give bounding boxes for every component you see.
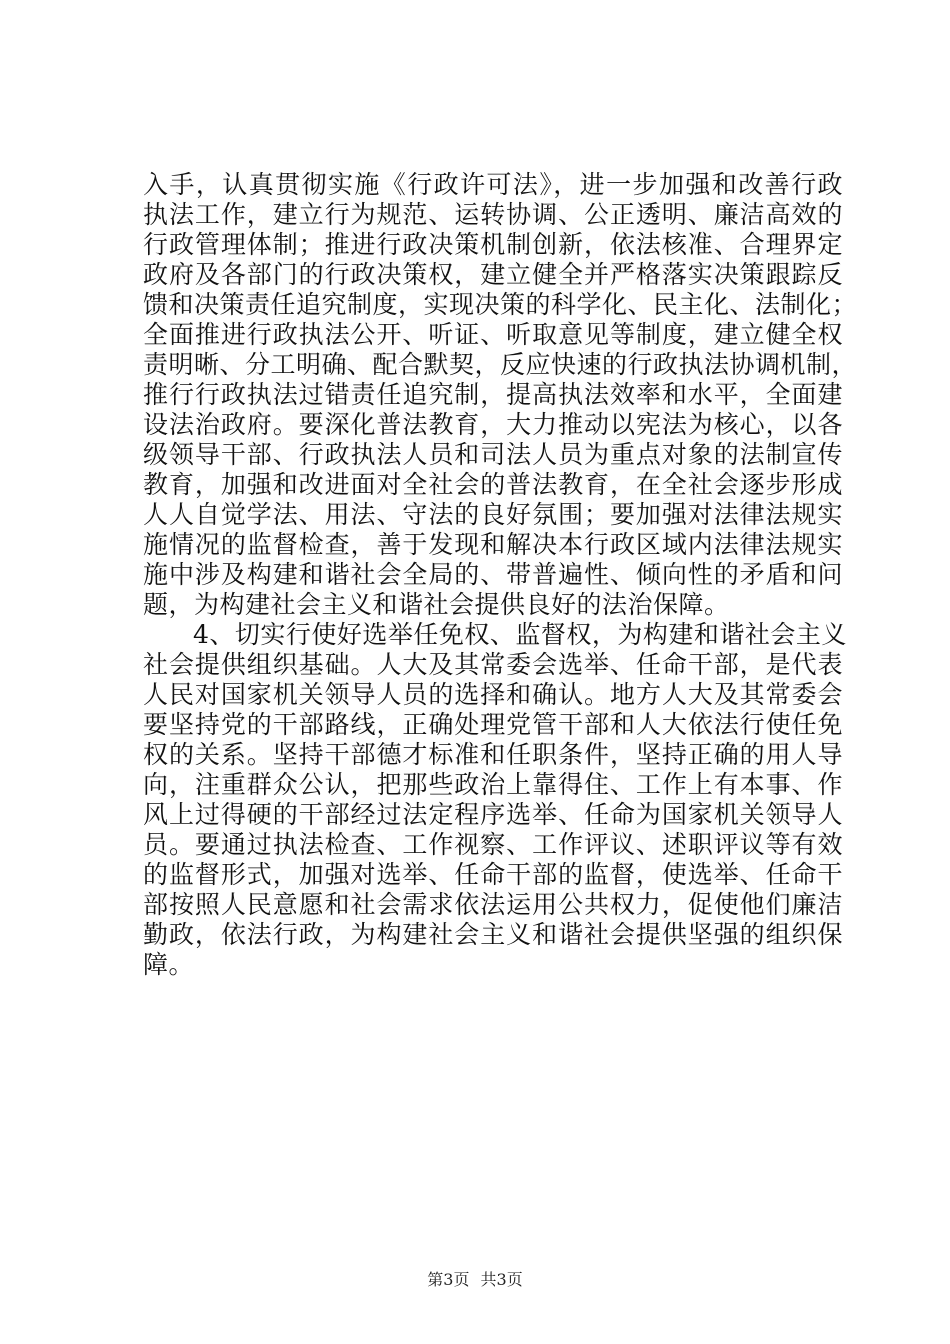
paragraph-start-line: 4、切实行使好选举任免权、监督权，为构建和谐社会主义 [193, 620, 847, 649]
text-line: 教育，加强和改进面对全社会的普法教育，在全社会逐步形成 [143, 470, 843, 499]
text-line: 政府及各部门的行政决策权，建立健全并严格落实决策跟踪反 [143, 260, 843, 289]
text-line: 馈和决策责任追究制度，实现决策的科学化、民主化、法制化； [143, 290, 858, 319]
text-line: 向，注重群众公认，把那些政治上靠得住、工作上有本事、作 [143, 770, 843, 799]
text-line: 施中涉及构建和谐社会全局的、带普遍性、倾向性的矛盾和问 [143, 560, 843, 589]
text-line: 全面推进行政执法公开、听证、听取意见等制度，建立健全权 [143, 320, 843, 349]
text-line: 障。 [143, 950, 195, 979]
page-total: 共3页 [480, 1270, 523, 1289]
page-footer [0, 1270, 950, 1290]
text-line: 施情况的监督检查，善于发现和解决本行政区域内法律法规实 [143, 530, 843, 559]
text-line: 题，为构建社会主义和谐社会提供良好的法治保障。 [143, 590, 730, 619]
text-line: 勤政，依法行政，为构建社会主义和谐社会提供坚强的组织保 [143, 920, 843, 949]
text-line: 社会提供组织基础。人大及其常委会选举、任命干部，是代表 [143, 650, 843, 679]
text-line: 的监督形式，加强对选举、任命干部的监督，使选举、任命干 [143, 860, 843, 889]
text-line: 员。要通过执法检查、工作视察、工作评议、述职评议等有效 [143, 830, 843, 859]
page-number: 第3页 [427, 1270, 470, 1289]
text-line: 部按照人民意愿和社会需求依法运用公共权力，促使他们廉洁 [143, 890, 843, 919]
text-line: 行政管理体制；推进行政决策机制创新，依法核准、合理界定 [143, 230, 843, 259]
text-line: 级领导干部、行政执法人员和司法人员为重点对象的法制宣传 [143, 440, 843, 469]
text-line: 责明晰、分工明确、配合默契，反应快速的行政执法协调机制， [143, 350, 858, 379]
text-line: 执法工作，建立行为规范、运转协调、公正透明、廉洁高效的 [143, 200, 843, 229]
text-line: 推行行政执法过错责任追究制，提高执法效率和水平，全面建 [143, 380, 843, 409]
text-line: 权的关系。坚持干部德才标准和任职条件，坚持正确的用人导 [143, 740, 843, 769]
text-line: 入手，认真贯彻实施《行政许可法》，进一步加强和改善行政 [143, 170, 843, 199]
document-body [143, 170, 858, 980]
text-line: 风上过得硬的干部经过法定程序选举、任命为国家机关领导人 [143, 800, 843, 829]
text-line: 设法治政府。要深化普法教育，大力推动以宪法为核心，以各 [143, 410, 843, 439]
text-line: 人民对国家机关领导人员的选择和确认。地方人大及其常委会 [143, 680, 843, 709]
text-line: 要坚持党的干部路线，正确处理党管干部和人大依法行使任免 [143, 710, 843, 739]
text-line: 人人自觉学法、用法、守法的良好氛围；要加强对法律法规实 [143, 500, 843, 529]
